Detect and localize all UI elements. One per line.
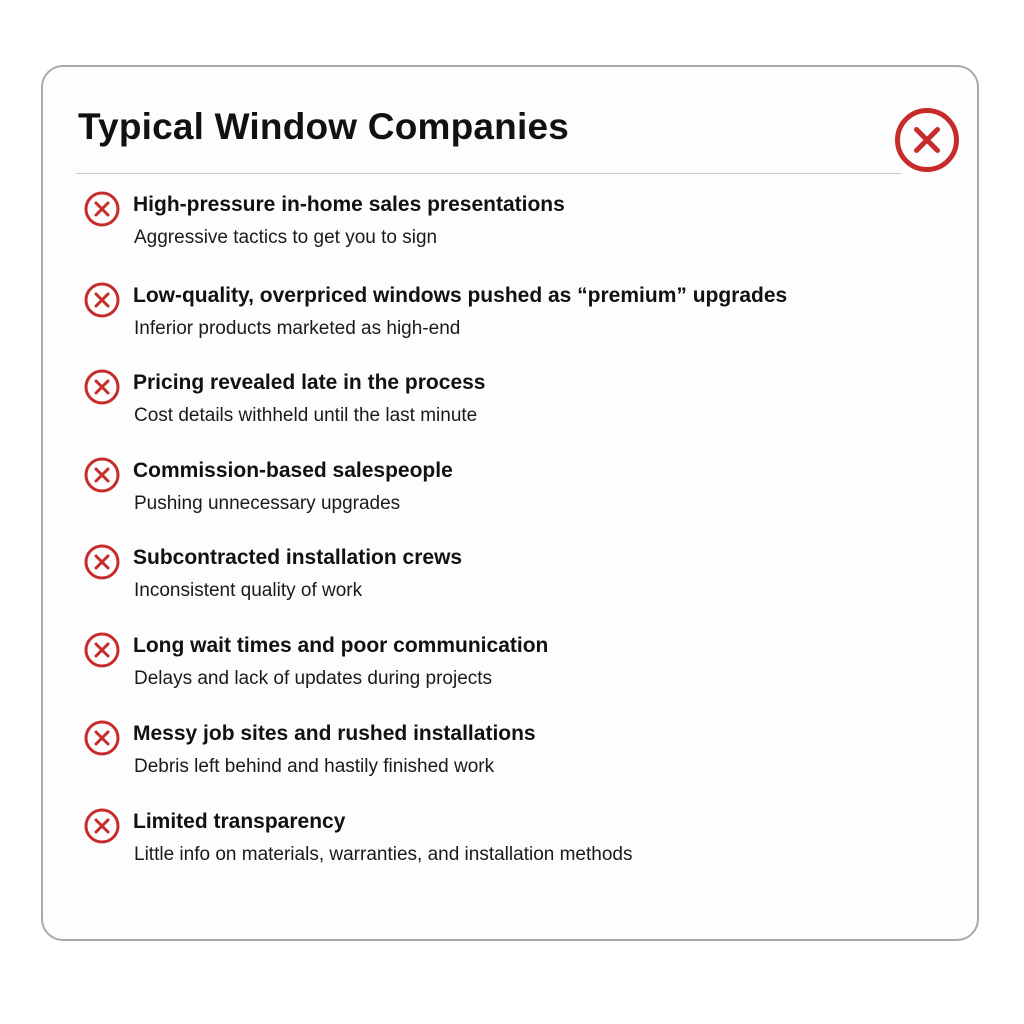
x-circle-icon — [83, 368, 121, 406]
item-description: Pushing unnecessary upgrades — [134, 493, 401, 514]
x-circle-icon — [83, 281, 121, 319]
x-circle-icon — [83, 543, 121, 581]
item-description: Little info on materials, warranties, and installation methods — [134, 844, 633, 865]
item-heading: Long wait times and poor communication — [133, 634, 549, 657]
item-description: Inconsistent quality of work — [134, 580, 363, 601]
x-circle-icon — [83, 807, 121, 845]
item-description: Debris left behind and hastily finished work — [134, 756, 495, 777]
item-heading: Subcontracted installation crews — [133, 546, 463, 569]
item-description: Inferior products marketed as high-end — [134, 318, 461, 339]
x-circle-icon — [83, 719, 121, 757]
item-heading: Commission-based salespeople — [133, 459, 453, 482]
item-description: Delays and lack of updates during projects — [134, 668, 493, 689]
x-circle-icon — [83, 631, 121, 669]
item-description: Cost details withheld until the last minute — [134, 405, 478, 426]
x-circle-icon — [894, 107, 960, 173]
x-circle-icon — [83, 190, 121, 228]
item-heading: Limited transparency — [133, 810, 346, 833]
title-divider — [76, 173, 901, 174]
item-heading: Pricing revealed late in the process — [133, 371, 486, 394]
item-heading: High-pressure in-home sales presentations — [133, 193, 565, 216]
item-heading: Low-quality, overpriced windows pushed as “premium” upgrades — [133, 284, 788, 307]
item-heading: Messy job sites and rushed installations — [133, 722, 536, 745]
panel-title: Typical Window Companies — [78, 106, 570, 147]
item-description: Aggressive tactics to get you to sign — [134, 227, 438, 248]
comparison-panel — [41, 65, 979, 941]
x-circle-icon — [83, 456, 121, 494]
